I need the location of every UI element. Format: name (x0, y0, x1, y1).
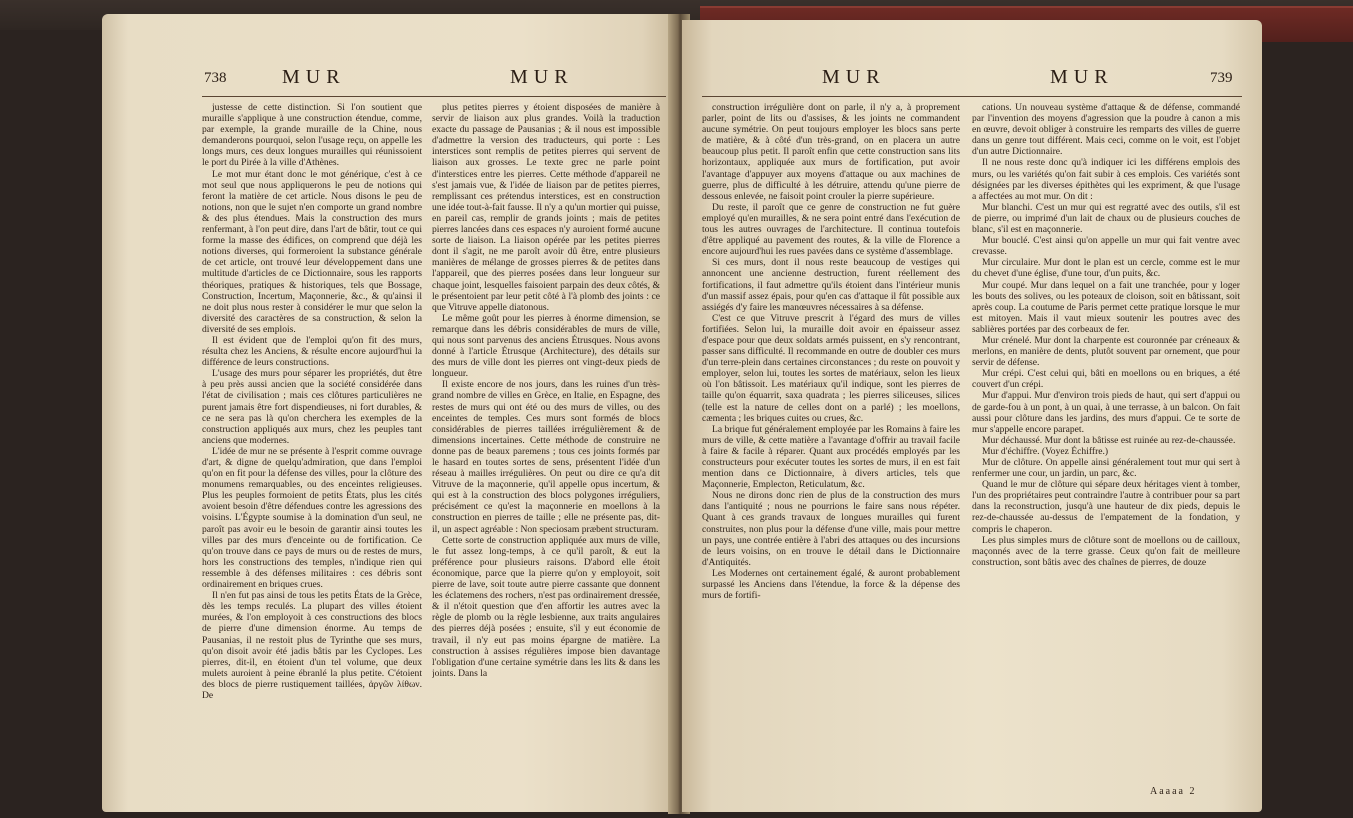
page-number: 739 (1210, 70, 1233, 86)
paragraph: Du reste, il paroît que ce genre de construction ne fut guère employé qu'en murailles, & ne sera point entré dans l'exécution de tous les autres ouvrages de l'architecture. Il continua toutefois d'être appliqué au pavement des routes, & la ville de Florence a encore aujourd'hui les rues pavées dans ce système d'assemblage. (702, 201, 960, 258)
paragraph: Mur circulaire. Mur dont le plan est un cercle, comme est le mur du chevet d'une église, d'une tour, d'un puits, &c. (972, 257, 1240, 280)
paragraph: C'est ce que Vitruve prescrit à l'égard des murs de villes fortifiées. Selon lui, la muraille doit avoir en épaisseur assez d'espace pour que deux soldats armés puissent, en s'y rencontrant, passer sans difficulté. Il recommande en outre de doubler ces murs d'un terre-plein dans certaines circonstances ; du reste on pouvoit y employer, selon lui, toutes les sortes de matériaux, selon les lieux où l'on bâtissoit. Les matériaux qu'il indique, sont les pierres de taille qu'on équarrit, saxa quadrata ; les pierres siliceuses, silices (telle est la nature de celles dont on a parlé) ; les moellons, cæmenta ; les briques cuites ou crues, &c. (702, 312, 960, 424)
paragraph: Il n'en fut pas ainsi de tous les petits États de la Grèce, dès les temps reculés. La plupart des villes étoient murées, & l'on employoit à ces constructions des blocs de pierre d'une dimension énorme. Au temps de Pausanias, il ne restoit plus de Tyrinthe que ses murs, qu'on disoit avoir été jadis bâtis par les Cyclopes. Les pierres, dit-il, en étoient d'un tel volume, que deux mulets auroient à peine ébranlé la plus petite. C'étoient des blocs de pierre rustiquement taillées, ἀργῶν λίθων. De (202, 590, 422, 701)
paragraph: Mur crénelé. Mur dont la charpente est couronnée par créneaux & merlons, en manière de dents, plutôt souvent par ornement, que pour servir de défense. (972, 334, 1240, 369)
paragraph: plus petites pierres y étoient disposées de manière à servir de liaison aux plus grandes. Voilà la traduction exacte du passage de Pausanias ; & il nous est impossible d'admettre la version des traducteurs, qui porte : Les interstices sont remplis de petites pierres qui servent de liaison aux grosses. Le texte grec ne parle point d'interstices entre les pierres. Cette méthode d'appareil ne s'est jamais vue, & l'idée de liaison par de petites pierres, remplissant ces prétendus interstices, est en construction une idée tout-à-fait fausse. Il n'y a qu'un mortier qui puisse, en pareil cas, remplir de grands joints ; mais de petites pierres lancées dans ces espaces n'y auroient formé aucune sorte de liaison. La liaison opérée par les petites pierres dont il s'agit, ne me paroît avoir dû être, entre plusieurs manières de mélange de grosses pierres & de petites dans l'appareil, que des pierres posées dans leur longueur sur chaque joint, lesquelles faisoient parpain des deux côtés, & le présentoient par leur petit côté à l'à plomb des joints : ce que Vitruve appelle diatonous. (432, 102, 660, 313)
paragraph: Quand le mur de clôture qui sépare deux héritages vient à tomber, l'un des propriétaires peut contraindre l'autre à contribuer pour sa part dans la reconstruction, jusqu'à une hauteur de dix pieds, depuis le rez-de-chaussée au-dessus de l'empatement de la fondation, y compris le chaperon. (972, 479, 1240, 535)
running-head-right: MUR (1050, 66, 1114, 88)
header-rule (202, 96, 666, 97)
paragraph: Si ces murs, dont il nous reste beaucoup de vestiges qui annoncent une ancienne destruction, furent réellement des fortifications, il faut admettre qu'ils étoient dans l'intérieur munis d'un massif assez épais, pour qu'en cas d'attaque il fût possible aux assiégés d'y faire les manœuvres nécessaires à sa défense. (702, 257, 960, 313)
text-column-3 (702, 102, 960, 792)
left-page (102, 14, 676, 812)
paragraph: Mur déchaussé. Mur dont la bâtisse est ruinée au rez-de-chaussée. (982, 434, 1236, 446)
paragraph: Nous ne dirons donc rien de plus de la construction des murs dans l'antiquité ; nous ne pourrions le faire sans nous répéter. Quant à ces grands travaux de longues murailles qui furent construites, non plus pour la défense d'une ville, mais pour mettre un pays, une contrée entière à l'abri des attaques ou des incursions de leurs voisins, on en trouve le détail dans le Dictionnaire d'Antiquités. (702, 490, 960, 568)
open-book (102, 14, 1262, 814)
paragraph: Les Modernes ont certainement égalé, & auront probablement surpassé les Anciens dans l'étendue, la force & la dépense des murs de fortifi- (702, 567, 960, 602)
paragraph: justesse de cette distinction. Si l'on soutient que muraille s'applique à une construction étendue, comme, par exemple, la grande muraille de la Chine, nous demanderons pourquoi, selon l'usage reçu, on appelle les longs murs, ces deux longues murailles qui réunissoient le port du Pirée à la ville d'Athènes. (202, 102, 422, 169)
paragraph: Mur blanchi. C'est un mur qui est regratté avec des outils, s'il est de pierre, ou imprimé d'un lait de chaux ou de plusieurs couches de blanc, s'il est en maçonnerie. (972, 201, 1240, 236)
paragraph: Les plus simples murs de clôture sont de moellons ou de cailloux, maçonnés avec de la terre grasse. Ceux qu'on fait de meilleure construction, sont bâtis avec des chaînes de pierres, de douze (972, 534, 1240, 568)
paragraph: cations. Un nouveau système d'attaque & de défense, commandé par l'invention des moyens d'agression que la poudre à canon a mis en œuvre, devoit obliger à construire les remparts des villes de guerre dans un genre tout différent. Mais ceci, comme on le voit, est l'objet d'un autre Dictionnaire. (972, 102, 1240, 158)
paragraph: Le même goût pour les pierres à énorme dimension, se remarque dans les débris considérables de murs de ville, qui nous sont parvenus des anciens Étrusques. Nous avons donné à l'article Étrusque (Architecture), des détails sur des murs de ville dont les pierres ont vingt-deux pieds de longueur. (432, 312, 660, 380)
signature-mark: Aaaaa 2 (1150, 786, 1197, 797)
paragraph: Il est évident que de l'emploi qu'on fit des murs, résulta chez les Anciens, & résulte encore aujourd'hui la différence de leurs constructions. (202, 334, 422, 369)
paragraph: La brique fut généralement employée par les Romains à faire les murs de ville, & cette matière a l'avantage d'offrir au travail facile à faire & facile à réparer. Quant aux procédés employés par les constructeurs pour exécuter toutes les sortes de murs, il en est fait mention dans ce Dictionnaire, à divers articles, tels que Maçonnerie, Emplecton, Reticulatum, &c. (702, 423, 960, 491)
running-head-left: MUR (822, 66, 886, 88)
paragraph: Il ne nous reste donc qu'à indiquer ici les différens emplois des murs, ou les variétés qu'on fait subir à ces emplois. Ces variétés sont désignées par les diverses épithètes qui les expriment, & que l'usage a affectées au mot mur. On dit : (972, 157, 1240, 202)
right-page (682, 20, 1262, 812)
text-column-4 (972, 102, 1240, 784)
text-column-1 (202, 102, 422, 802)
header-rule (702, 96, 1242, 97)
running-head-right: MUR (510, 66, 574, 88)
paragraph: L'usage des murs pour séparer les propriétés, dut être à peu près aussi ancien que la société considérée dans l'état de civilisation ; mais ces clôtures particulières ne purent jamais être fort dispendieuses, ni fort durables, & ce ne sera pas là qu'on cherchera les exemples de la construction appliqués aux murs, chez les peuples tant anciens que modernes. (202, 368, 422, 446)
paragraph: Mur d'échiffre. (Voyez Échiffre.) (982, 445, 1109, 457)
paragraph: Mur coupé. Mur dans lequel on a fait une tranchée, pour y loger les bouts des solives, ou les poteaux de cloison, soit en bâtissant, soit après coup. La coutume de Paris permet cette pratique lorsque le mur est mitoyen. Mais il vaut mieux soutenir les poutres avec des sablières portées par des corbeaux de fer. (972, 279, 1240, 335)
paragraph: Cette sorte de construction appliquée aux murs de ville, le fut assez long-temps, à ce qu'il paroît, & eut la préférence pour plusieurs raisons. D'abord elle étoit économique, parce que la pierre qu'on y employoit, soit pierre de lave, soit toute autre pierre cassante que donnent les éclatemens des rochers, n'est pas ordinairement dressée, & il n'étoit question que d'en affortir les autres avec la règle de plomb ou la règle lesbienne, aux traits angulaires des pierres déjà posées ; ensuite, s'il y eut économie de travail, il n'y eut pas moins épargne de matière. La construction à assises régulières impose bien davantage l'obligation d'une certaine symétrie dans les lits & dans les joints. Dans la (432, 534, 660, 679)
paragraph: Mur d'appui. Mur d'environ trois pieds de haut, qui sert d'appui ou de garde-fou à un pont, à un quai, à une terrasse, à un balcon. On fait aussi pour clôture dans les jardins, des murs d'appui. Ce te sorte de mur s'appelle encore parapet. (972, 390, 1240, 435)
running-head-left: MUR (282, 66, 346, 88)
text-column-2 (432, 102, 660, 802)
paragraph: Le mot mur étant donc le mot générique, c'est à ce mot seul que nous appliquerons le peu de notions qui feront la matière de cet article. Nous disons le peu de notions, non que le sujet n'en comporte un grand nombre & des plus étendues. Mais la construction des murs renfermant, à l'on peut dire, dans l'art de bâtir, tout ce qui forme la masse des édifices, on comprend que déjà les notions diverses, qui formeroient la substance générale de cet article, ont trouvé leur développement dans une multitude d'articles de ce Dictionnaire, sous les rapports théoriques, pratiques & historiques, tels que Bossage, Construction, Incertum, Maçonnerie, &c., & qu'ainsi il ne doit plus nous rester à considérer le mur que selon la diversité des caractères de sa construction, & selon la diversité de ses emplois. (202, 168, 422, 335)
paragraph: construction irrégulière dont on parle, il n'y a, à proprement parler, point de lits ou d'assises, & les joints ne commandent aucune symétrie. On peut toujours employer les blocs sans perte de matière, & à côté d'un très-grand, on en placera un autre beaucoup plus petit. Il paroît enfin que cette construction sans lits horizontaux, appliquée aux murs de fortification, put avoir l'avantage d'appuyer aux moyens d'attaque ou aux machines de guerre, plus de difficulté à les détruire, attendu qu'une pierre de dessous enlevée, ne faisoit point crouler la pierre supérieure. (702, 102, 960, 202)
paragraph: Mur de clôture. On appelle ainsi généralement tout mur qui sert à renfermer une cour, un jardin, un parc, &c. (972, 457, 1240, 480)
page-number: 738 (204, 70, 227, 86)
paragraph: Il existe encore de nos jours, dans les ruines d'un très-grand nombre de villes en Grèce, en Italie, en Espagne, des restes de murs qui ont été ou des murs de villes, ou des enceintes de temples. Ces murs sont formés de blocs considérables de pierres taillées irrégulièrement & de dimensions incertaines. Cette méthode de construire ne donne pas de beaux paremens ; tous ces joints formés par le hasard en toutes sortes de sens, présentent l'idée d'un réseau à mailles irrégulières. On peut ou dire ce qu'a dit Vitruve de la maçonnerie, qu'il appelle opus incertum, & qui est à la construction des blocs polygones irréguliers, précisément ce qu'est la maçonnerie en moellons à la construction en pierres de taille ; elle ne présente pas, dit-il, un aspect agréable : Non speciosam præbent structuram. (432, 379, 660, 535)
paragraph: L'idée de mur ne se présente à l'esprit comme ouvrage d'art, & digne de quelqu'admiration, que dans l'emploi qu'on en fit pour la défense des villes, pour la clôture des monumens remarquables, ou des enceintes religieuses. Plus les peuples formoient de petits États, plus les cités avoient besoin d'être défendues contre les agressions des voisins. L'Égypte soumise à la domination d'un seul, ne paroît pas avoir eu le besoin de garantir ainsi toutes les villes par des murs d'enceinte ou de fortification. Ce qu'on trouve dans ce pays de murs ou de restes de murs, hors les constructions des temples, n'indique rien qui ressemble à des défenses militaires : ces débris sont ordinairement en briques crues. (202, 445, 422, 591)
paragraph: Mur bouclé. C'est ainsi qu'on appelle un mur qui fait ventre avec crevasse. (972, 235, 1240, 258)
paragraph: Mur crépi. C'est celui qui, bâti en moellons ou en briques, a été couvert d'un crépi. (972, 368, 1240, 391)
